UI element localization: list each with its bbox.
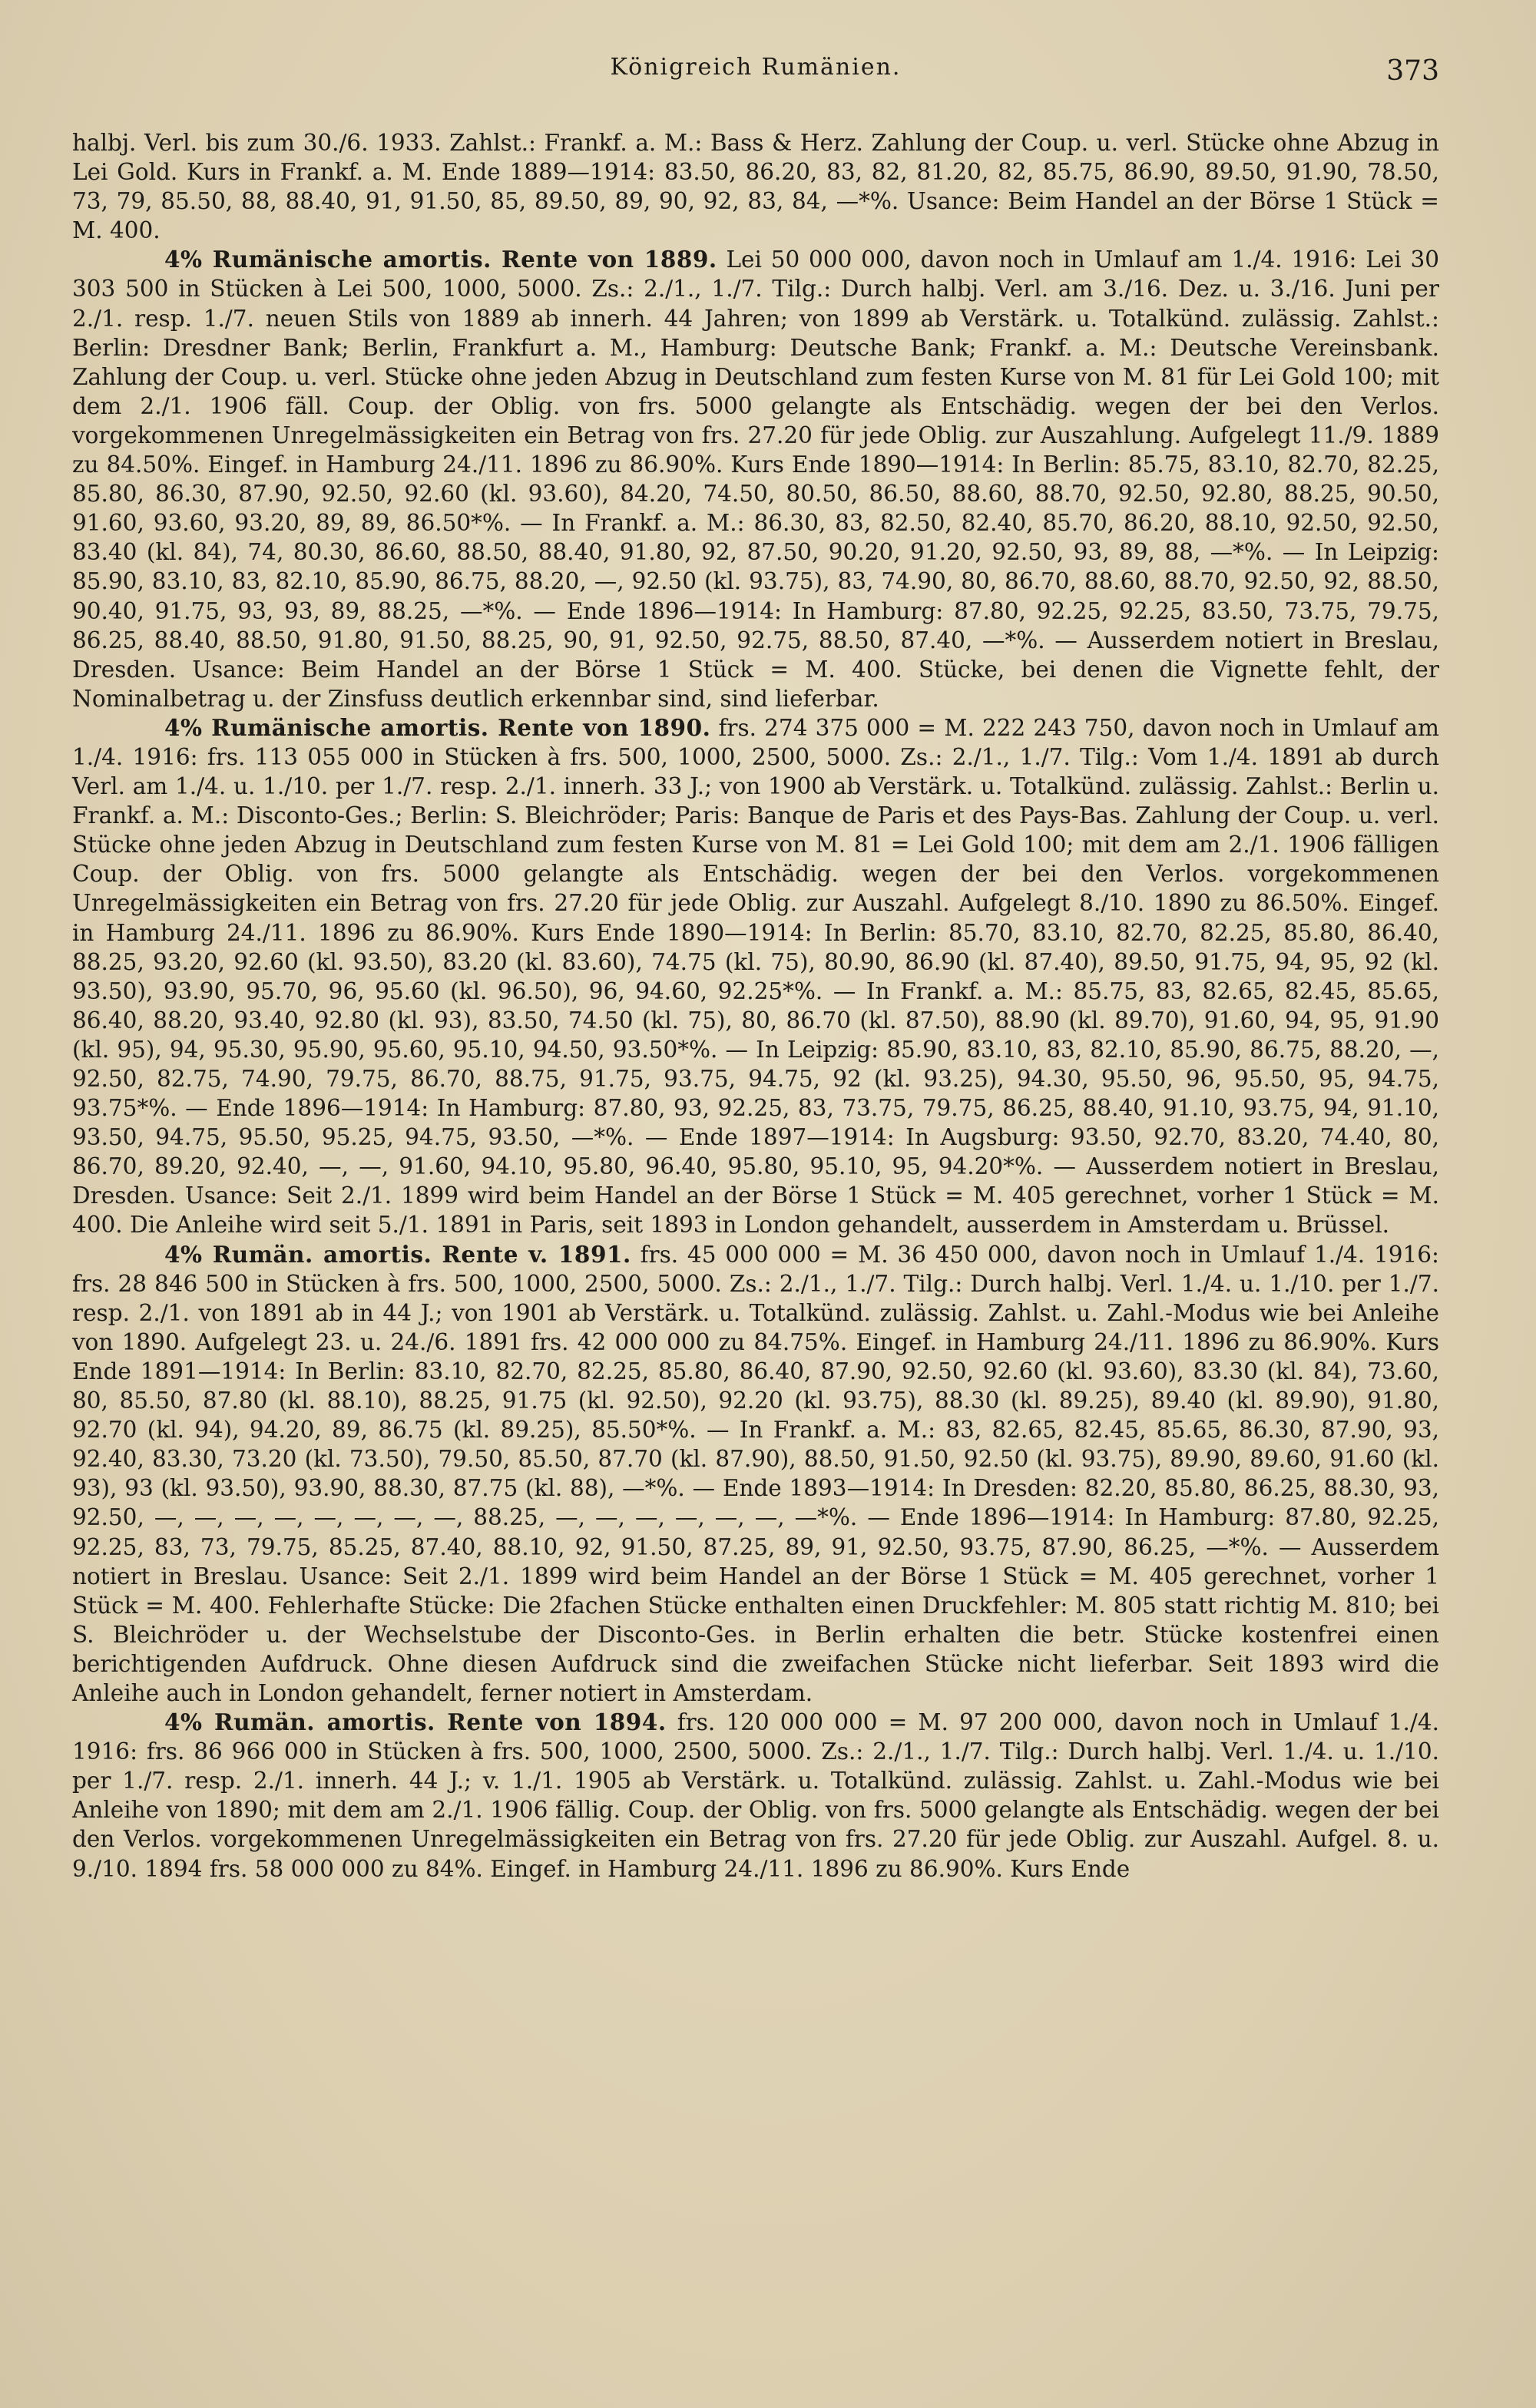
body-text	[72, 128, 1439, 1884]
paragraph-continuation	[72, 128, 1439, 245]
running-header	[72, 54, 1439, 88]
paragraph-heading: 4% Rumänische amortis. Rente von 1889.	[164, 246, 717, 273]
paragraph-heading: 4% Rumänische amortis. Rente von 1890.	[164, 713, 711, 741]
paragraph-text: frs. 274 375 000 = M. 222 243 750, davon noch in Umlauf am 1./4. 1916: frs. 113 055 000 in Stücken à frs. 500, 1000, 2500, 5000. Zs.: 2./1., 1./7. Tilg.: Vom 1./4. 1891 ab durch Verl. am 1./4. u. 1./10. per 1./7. resp. 2./1. innerh. 33 J.; von 1900 ab Verstärk. u. Totalkünd. zulässig. Zahlst.: Berlin u. Frankf. a. M.: Disconto-Ges.; Berlin: S. Bleichröder; Paris: Banque de Paris et des Pays-Bas. Zahlung der Coup. u. verl. Stücke ohne jeden Abzug in Deutschland zum festen Kurse von M. 81 = Lei Gold 100; mit dem am 2./1. 1906 fälligen Coup. der Oblig. von frs. 5000 gelangte als Entschädig. wegen der bei den Verlos. vorgekommenen Unregelmässigkeiten ein Betrag von frs. 27.20 für jede Oblig. zur Auszahl. Aufgelegt 8./10. 1890 zu 86.50%. Eingef. in Hamburg 24./11. 1896 zu 86.90%. Kurs Ende 1890—1914: In Berlin: 85.70, 83.10, 82.70, 82.25, 85.80, 86.40, 88.25, 93.20, 92.60 (kl. 93.50), 83.20 (kl. 83.60), 74.75 (kl. 75), 80.90, 86.90 (kl. 87.40), 89.50, 91.75, 94, 95, 92 (kl. 93.50), 93.90, 95.70, 96, 95.60 (kl. 96.50), 96, 94.60, 92.25*%. — In Frankf. a. M.: 85.75, 83, 82.65, 82.45, 85.65, 86.40, 88.20, 93.40, 92.80 (kl. 93), 83.50, 74.50 (kl. 75), 80, 86.70 (kl. 87.50), 88.90 (kl. 89.70), 91.60, 94, 95, 91.90 (kl. 95), 94, 95.30, 95.90, 95.60, 95.10, 94.50, 93.50*%. — In Leipzig: 85.90, 83.10, 83, 82.10, 85.90, 86.75, 88.20, —, 92.50, 82.75, 74.90, 79.75, 86.70, 88.75, 91.75, 93.75, 94.75, 92 (kl. 93.25), 94.30, 95.50, 96, 95.50, 95, 94.75, 93.75*%. — Ende 1896—1914: In Hamburg: 87.80, 93, 92.25, 83, 73.75, 79.75, 86.25, 88.40, 91.10, 93.75, 94, 91.10, 93.50, 94.75, 95.50, 95.25, 94.75, 93.50, —*%. — Ende 1897—1914: In Augsburg: 93.50, 92.70, 83.20, 74.40, 80, 86.70, 89.20, 92.40, —, —, 91.60, 94.10, 95.80, 96.40, 95.80, 95.10, 95, 94.20*%. — Ausserdem notiert in Breslau, Dresden. Usance: Seit 2./1. 1899 wird beim Handel an der Börse 1 Stück = M. 405 gerechnet, vorher 1 Stück = M. 400. Die Anleihe wird seit 5./1. 1891 in Paris, seit 1893 in London gehandelt, ausserdem in Amsterdam u. Brüssel.	[72, 714, 1440, 1239]
paragraph-rente-1889	[72, 245, 1439, 713]
paragraph-heading: 4% Rumän. amortis. Rente v. 1891.	[164, 1240, 631, 1268]
page-number: 373	[1386, 55, 1439, 87]
paragraph-text: frs. 120 000 000 = M. 97 200 000, davon noch in Umlauf 1./4. 1916: frs. 86 966 000 in Stücken à frs. 500, 1000, 2500, 5000. Zs.: 2./1., 1./7. Tilg.: Durch halbj. Verl. 1./4. u. 1./10. per 1./7. resp. 2./1. innerh. 44 J.; v. 1./1. 1905 ab Verstärk. u. Totalkünd. zulässig. Zahlst. u. Zahl.-Modus wie bei Anleihe von 1890; mit dem am 2./1. 1906 fällig. Coup. der Oblig. von frs. 5000 gelangte als Entschädig. wegen der bei den Verlos. vorgekommenen Unregelmässigkeiten ein Betrag von frs. 27.20 für jede Oblig. zur Auszahl. Aufgel. 8. u. 9./10. 1894 frs. 58 000 000 zu 84%. Eingef. in Hamburg 24./11. 1896 zu 86.90%. Kurs Ende	[72, 1709, 1439, 1882]
paragraph-rente-1894	[72, 1708, 1439, 1884]
paragraph-text: frs. 45 000 000 = M. 36 450 000, davon noch in Umlauf 1./4. 1916: frs. 28 846 500 in Stücken à frs. 500, 1000, 2500, 5000. Zs.: 2./1., 1./7. Tilg.: Durch halbj. Verl. 1./4. u. 1./10. per 1./7. resp. 2./1. von 1891 ab in 44 J.; von 1901 ab Verstärk. u. Totalkünd. zulässig. Zahlst. u. Zahl.-Modus wie bei Anleihe von 1890. Aufgelegt 23. u. 24./6. 1891 frs. 42 000 000 zu 84.75%. Eingef. in Hamburg 24./11. 1896 zu 86.90%. Kurs Ende 1891—1914: In Berlin: 83.10, 82.70, 82.25, 85.80, 86.40, 87.90, 92.50, 92.60 (kl. 93.60), 83.30 (kl. 84), 73.60, 80, 85.50, 87.80 (kl. 88.10), 88.25, 91.75 (kl. 92.50), 92.20 (kl. 93.75), 88.30 (kl. 89.25), 89.40 (kl. 89.90), 91.80, 92.70 (kl. 94), 94.20, 89, 86.75 (kl. 89.25), 85.50*%. — In Frankf. a. M.: 83, 82.65, 82.45, 85.65, 86.30, 87.90, 93, 92.40, 83.30, 73.20 (kl. 73.50), 79.50, 85.50, 87.70 (kl. 87.90), 88.50, 91.50, 92.50 (kl. 93.75), 89.90, 89.60, 91.60 (kl. 93), 93 (kl. 93.50), 93.90, 88.30, 87.75 (kl. 88), —*%. — Ende 1893—1914: In Dresden: 82.20, 85.80, 86.25, 88.30, 93, 92.50, —, —, —, —, —, —, —, —, 88.25, —, —, —, —, —, —, —*%. — Ende 1896—1914: In Hamburg: 87.80, 92.25, 92.25, 83, 73, 79.75, 85.25, 87.40, 88.10, 92, 91.50, 87.25, 89, 91, 92.50, 93.75, 87.90, 86.25, —*%. — Ausserdem notiert in Breslau. Usance: Seit 2./1. 1899 wird beim Handel an der Börse 1 Stück = M. 405 gerechnet, vorher 1 Stück = M. 400. Fehlerhafte Stücke: Die 2fachen Stücke enthalten einen Druckfehler: M. 805 statt richtig M. 810; bei S. Bleichröder u. der Wechselstube der Disconto-Ges. in Berlin erhalten die betr. Stücke kostenfrei einen berichtigenden Aufdruck. Ohne diesen Aufdruck sind die zweifachen Stücke nicht lieferbar. Seit 1893 wird die Anleihe auch in London gehandelt, ferner notiert in Amsterdam.	[72, 1241, 1439, 1706]
running-title: Königreich Rumänien.	[610, 54, 902, 81]
paragraph-rente-1890	[72, 713, 1439, 1240]
paragraph-text: Lei 50 000 000, davon noch in Umlauf am 1./4. 1916: Lei 30 303 500 in Stücken à Lei 500, 1000, 5000. Zs.: 2./1., 1./7. Tilg.: Durch halbj. Verl. am 3./16. Dez. u. 3./16. Juni per 2./1. resp. 1./7. neuen Stils von 1889 ab innerh. 44 Jahren; von 1899 ab Verstärk. u. Totalkünd. zulässig. Zahlst.: Berlin: Dresdner Bank; Berlin, Frankfurt a. M., Hamburg: Deutsche Bank; Frankf. a. M.: Deutsche Vereinsbank. Zahlung der Coup. u. verl. Stücke ohne jeden Abzug in Deutschland zum festen Kurse von M. 81 für Lei Gold 100; mit dem 2./1. 1906 fäll. Coup. der Oblig. von frs. 5000 gelangte als Entschädig. wegen der bei den Verlos. vorgekommenen Unregelmässigkeiten ein Betrag von frs. 27.20 für jede Oblig. zur Auszahlung. Aufgelegt 11./9. 1889 zu 84.50%. Eingef. in Hamburg 24./11. 1896 zu 86.90%. Kurs Ende 1890—1914: In Berlin: 85.75, 83.10, 82.70, 82.25, 85.80, 86.30, 87.90, 92.50, 92.60 (kl. 93.60), 84.20, 74.50, 80.50, 86.50, 88.60, 88.70, 92.50, 92.80, 88.25, 90.50, 91.60, 93.60, 93.20, 89, 89, 86.50*%. — In Frankf. a. M.: 86.30, 83, 82.50, 82.40, 85.70, 86.20, 88.10, 92.50, 92.50, 83.40 (kl. 84), 74, 80.30, 86.60, 88.50, 88.40, 91.80, 92, 87.50, 90.20, 91.20, 92.50, 93, 89, 88, —*%. — In Leipzig: 85.90, 83.10, 83, 82.10, 85.90, 86.75, 88.20, —, 92.50 (kl. 93.75), 83, 74.90, 80, 86.70, 88.60, 88.70, 92.50, 92, 88.50, 90.40, 91.75, 93, 93, 89, 88.25, —*%. — Ende 1896—1914: In Hamburg: 87.80, 92.25, 92.25, 83.50, 73.75, 79.75, 86.25, 88.40, 88.50, 91.80, 91.50, 88.25, 90, 91, 92.50, 92.75, 88.50, 87.40, —*%. — Ausserdem notiert in Breslau, Dresden. Usance: Beim Handel an der Börse 1 Stück = M. 400. Stücke, bei denen die Vignette fehlt, der Nominalbetrag u. der Zinsfuss deutlich erkennbar sind, sind lieferbar.	[72, 246, 1439, 712]
paragraph-text: halbj. Verl. bis zum 30./6. 1933. Zahlst.: Frankf. a. M.: Bass & Herz. Zahlung der Coup. u. verl. Stücke ohne Abzug in Lei Gold. Kurs in Frankf. a. M. Ende 1889—1914: 83.50, 86.20, 83, 82, 81.20, 82, 85.75, 86.90, 89.50, 91.90, 78.50, 73, 79, 85.50, 88, 88.40, 91, 91.50, 85, 89.50, 89, 90, 92, 83, 84, —*%. Usance: Beim Handel an der Börse 1 Stück = M. 400.	[72, 130, 1439, 244]
paragraph-heading: 4% Rumän. amortis. Rente von 1894.	[164, 1708, 667, 1736]
paragraph-rente-1891	[72, 1240, 1439, 1708]
